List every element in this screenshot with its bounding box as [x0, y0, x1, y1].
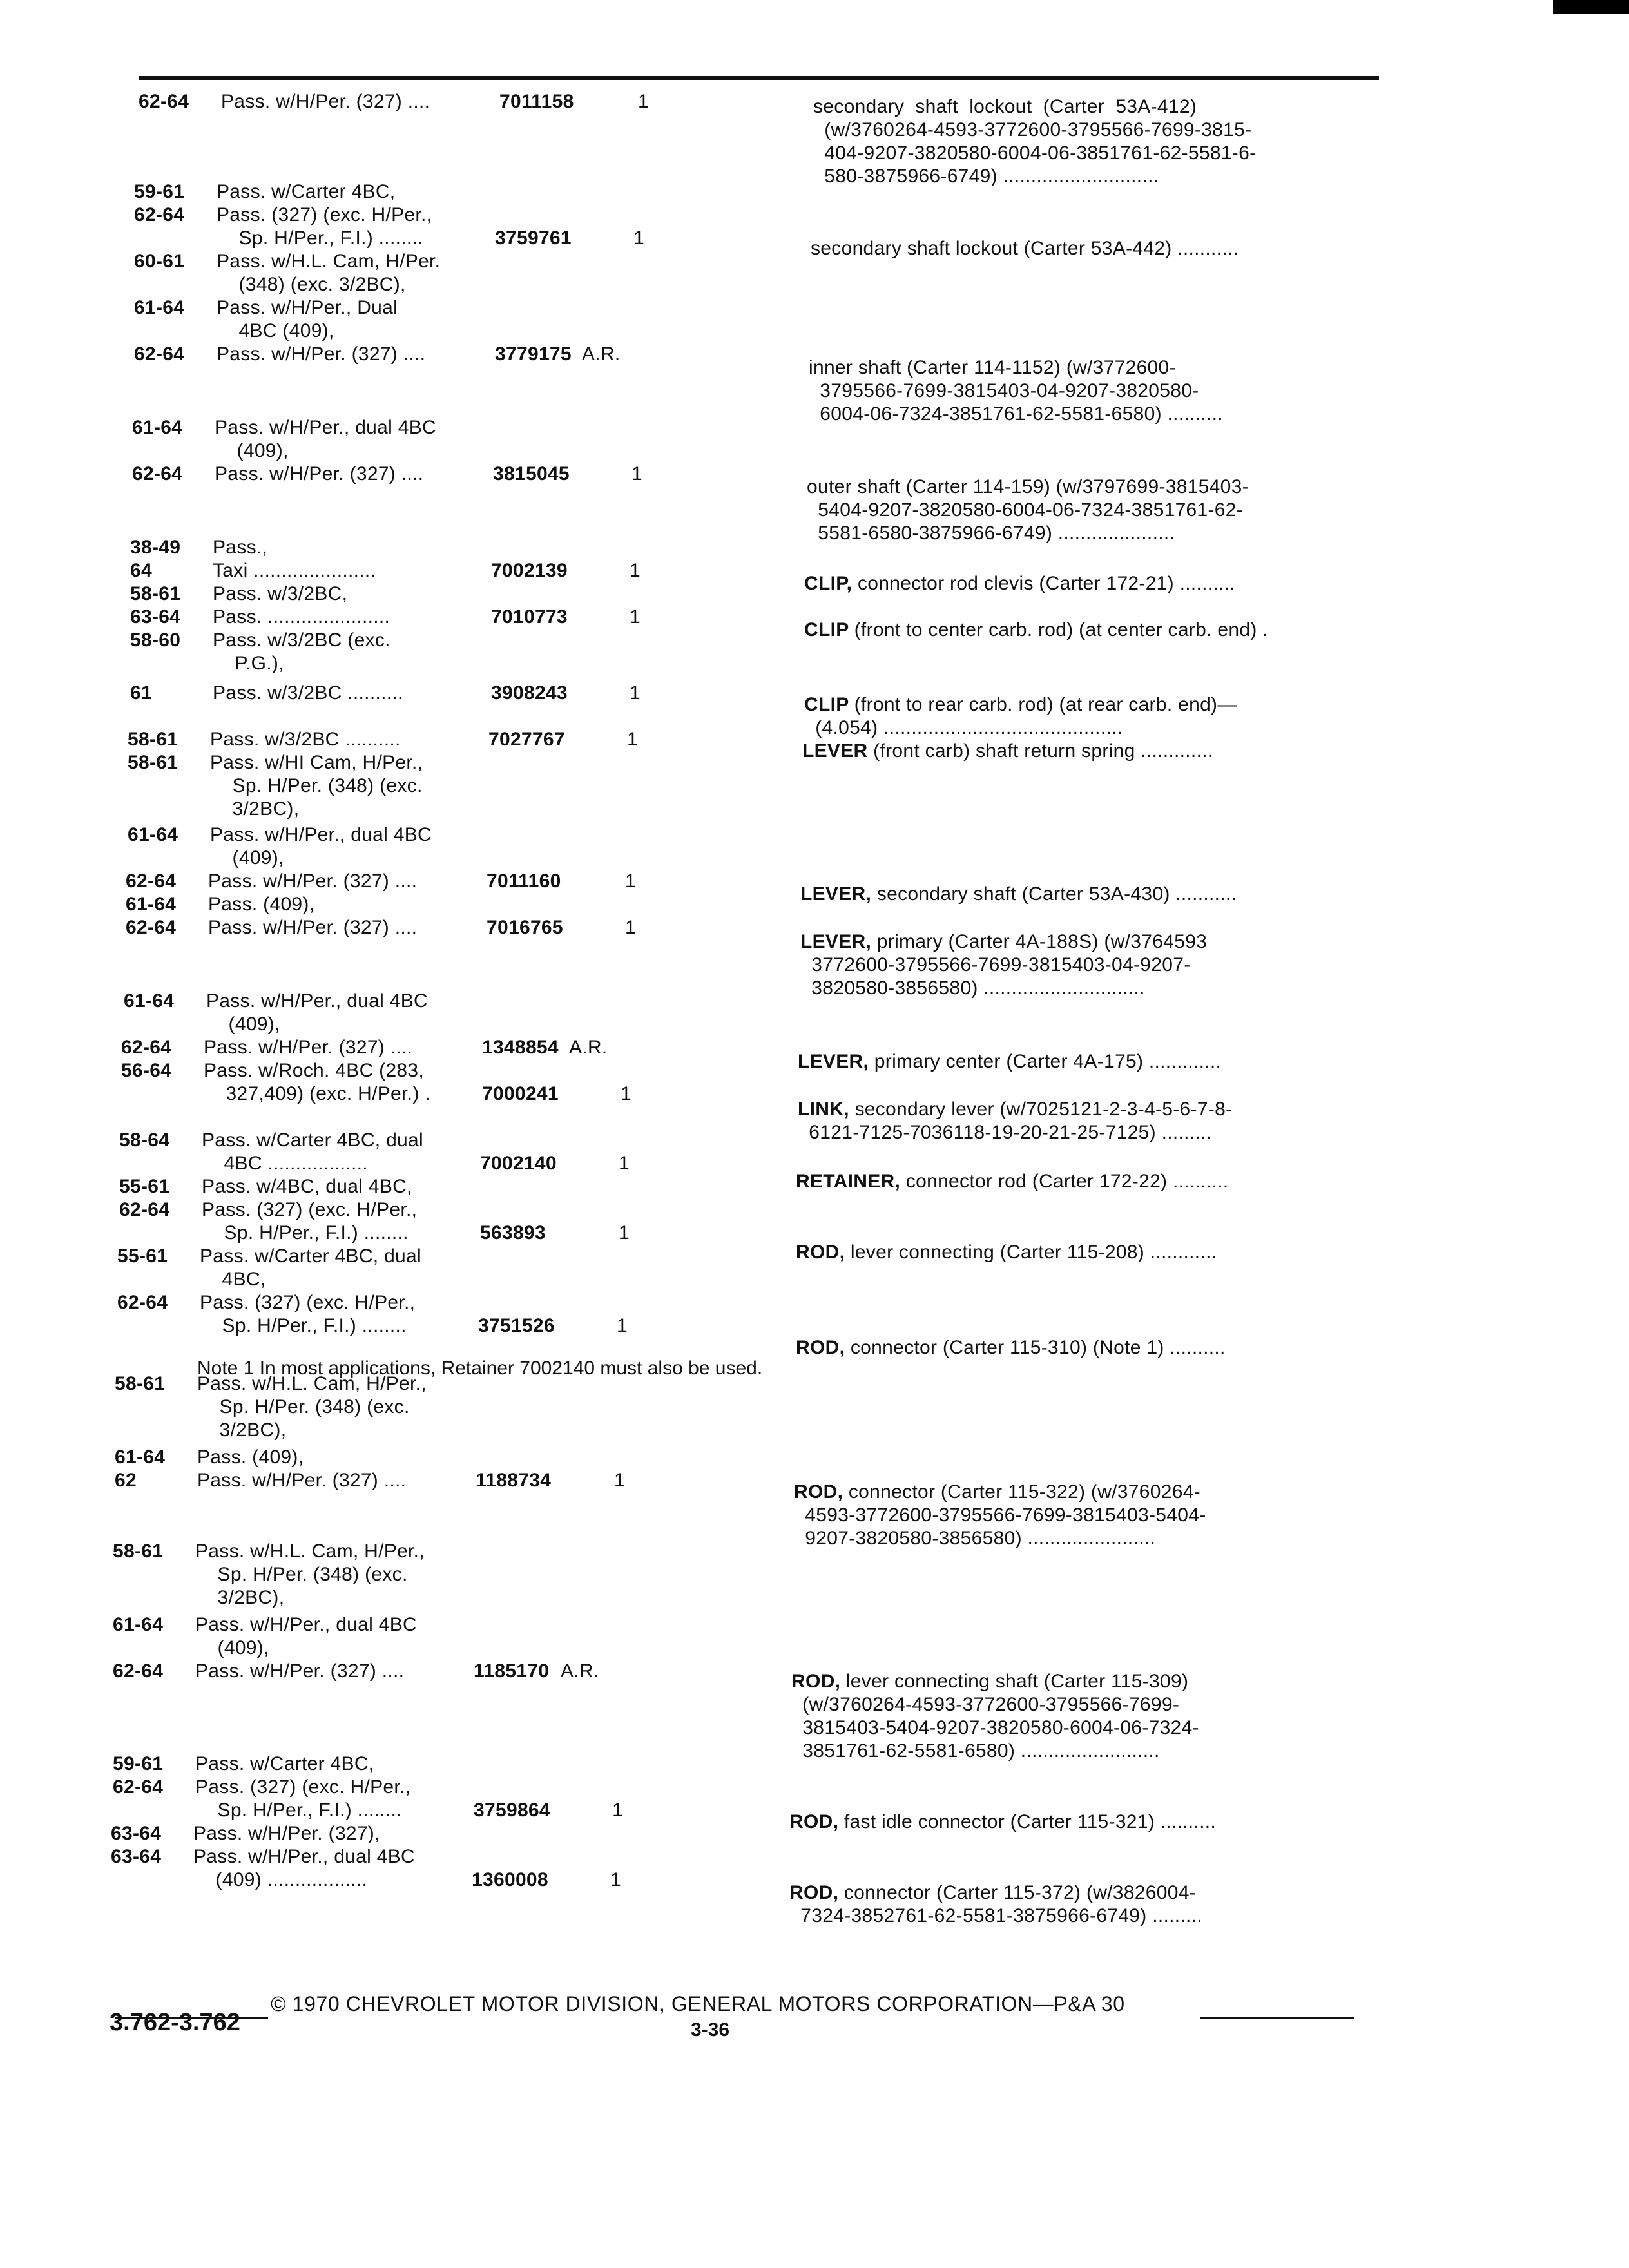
listing-row — [128, 823, 432, 847]
top-rule — [139, 76, 1379, 80]
part-description — [798, 1098, 1232, 1144]
listing-row — [134, 250, 440, 273]
listing-row — [130, 536, 267, 559]
application-text: 4BC .................. — [202, 1153, 368, 1174]
listing-row — [113, 1637, 269, 1660]
part-number: 7010773 — [491, 606, 568, 628]
part-description — [811, 237, 1239, 260]
application-text: Pass. w/H/Per. (327) .... — [208, 917, 418, 938]
description-line: 6004-06-7324-3851761-62-5581-6580) .......... — [809, 403, 1223, 425]
listing-row — [134, 227, 423, 250]
description-line: primary center (Carter 4A-175) ............. — [874, 1051, 1222, 1072]
part-description — [789, 1811, 1216, 1834]
quantity: 1 — [630, 560, 641, 581]
model-year: 62-64 — [113, 1660, 169, 1682]
listing-row — [124, 1013, 280, 1036]
listing-row — [115, 1396, 410, 1419]
part-description — [802, 740, 1213, 763]
part-number: 3908243 — [491, 682, 568, 704]
quantity: 1 — [610, 1869, 621, 1890]
application-text: Pass. w/H/Per. (327), — [193, 1823, 380, 1844]
quantity: 1 — [612, 1800, 623, 1821]
application-text: Pass. w/H/Per. (327) .... — [204, 1037, 413, 1058]
part-name: ROD, — [794, 1481, 849, 1503]
part-number: 7002140 — [480, 1153, 557, 1174]
model-year: 61-64 — [132, 417, 188, 438]
application-text: Pass. w/Carter 4BC, dual — [202, 1129, 423, 1151]
part-description — [794, 1481, 1206, 1550]
listing-row — [128, 798, 299, 821]
model-year: 62-64 — [134, 343, 190, 365]
description-line: 3772600-3795566-7699-3815403-04-9207- — [800, 954, 1191, 975]
description-line: 5404-9207-3820580-6004-06-7324-3851761-62- — [807, 499, 1244, 521]
scan-edge-mark — [1553, 0, 1629, 14]
part-description — [813, 95, 1256, 188]
part-name: LINK, — [798, 1099, 855, 1120]
part-description — [804, 572, 1235, 595]
description-line: lever connecting shaft (Carter 115-309) — [845, 1671, 1189, 1692]
listing-row — [113, 1563, 408, 1586]
part-number: 1188734 — [476, 1470, 552, 1491]
description-line: (front carb) shaft return spring ............. — [873, 740, 1213, 762]
description-line: secondary shaft lockout (Carter 53A-442) ........... — [811, 238, 1239, 259]
listing-row — [115, 1446, 304, 1469]
listing-row — [121, 1036, 412, 1059]
listing-row — [113, 1586, 284, 1610]
model-year: 61 — [130, 682, 175, 704]
application-text: Pass. w/H/Per., dual 4BC — [193, 1846, 416, 1867]
application-text: Sp. H/Per. (348) (exc. — [197, 1396, 410, 1418]
part-number: 3779175 — [495, 343, 572, 365]
part-number: 7016765 — [487, 917, 563, 938]
part-description — [809, 356, 1223, 426]
model-year: 59-61 — [134, 181, 190, 202]
description-line: 3795566-7699-3815403-04-9207-3820580- — [809, 380, 1199, 401]
listing-row — [121, 1082, 430, 1106]
application-text: (409), — [206, 1014, 280, 1035]
application-text: (409), — [195, 1637, 269, 1658]
listing-row — [124, 990, 428, 1013]
description-line: (front to rear carb. rod) (at rear carb. end)— — [854, 694, 1237, 715]
listing-row — [134, 296, 398, 320]
model-year: 61-64 — [115, 1446, 171, 1468]
description-line: primary (Carter 4A-188S) (w/3764593 — [876, 931, 1208, 952]
group-number: 3.762-3.762 — [110, 2009, 240, 2036]
listing-row — [119, 1222, 409, 1245]
model-year: 62-64 — [134, 204, 190, 226]
application-text: Pass. w/H/Per. (327) .... — [208, 870, 418, 892]
application-text: (409), — [215, 440, 289, 461]
model-year: 58-64 — [119, 1129, 175, 1151]
listing-row — [113, 1660, 404, 1683]
application-text: Pass. ...................... — [213, 606, 390, 628]
model-year: 61-64 — [113, 1614, 169, 1635]
application-text: Pass. (327) (exc. H/Per., — [200, 1292, 416, 1313]
application-text: Pass. w/H/Per., Dual — [217, 297, 398, 318]
footer-rule-right — [1200, 2017, 1354, 2019]
part-description — [807, 476, 1249, 545]
quantity: 1 — [630, 606, 641, 628]
description-line: secondary shaft (Carter 53A-430) ........... — [876, 883, 1237, 905]
application-text: Pass. w/H.L. Cam, H/Per. — [217, 251, 441, 272]
model-year: 58-61 — [128, 752, 184, 773]
application-text: Sp. H/Per. (348) (exc. — [195, 1564, 408, 1585]
part-name: ROD, — [796, 1337, 851, 1358]
model-year: 62 — [115, 1470, 159, 1491]
model-year: 61-64 — [128, 824, 184, 845]
description-line: (w/3760264-4593-3772600-3795566-7699- — [791, 1694, 1180, 1715]
model-year: 59-61 — [113, 1753, 169, 1774]
application-text: Pass. w/Carter 4BC, dual — [200, 1245, 421, 1267]
description-line: connector rod (Carter 172-22) .......... — [905, 1171, 1229, 1192]
model-year: 58-61 — [113, 1541, 169, 1562]
application-text: Pass. (409), — [208, 894, 315, 915]
part-number: 1185170 — [474, 1660, 550, 1682]
part-number: 7011160 — [487, 870, 561, 892]
listing-row — [111, 1845, 415, 1869]
listing-row — [128, 728, 401, 751]
part-number: 7011158 — [499, 91, 574, 112]
model-year: 38-49 — [130, 537, 186, 558]
application-text: Pass. w/Roch. 4BC (283, — [204, 1060, 425, 1081]
description-line: (front to center carb. rod) (at center carb. end) . — [854, 619, 1268, 640]
application-text: Pass. w/3/2BC .......... — [213, 682, 403, 704]
model-year: 58-60 — [130, 629, 186, 651]
application-text: Pass. w/3/2BC .......... — [210, 729, 401, 750]
listing-row — [130, 606, 390, 629]
part-number: 1360008 — [472, 1869, 548, 1890]
description-line: 4593-3772600-3795566-7699-3815403-5404- — [794, 1504, 1206, 1526]
application-text: Sp. H/Per., F.I.) ........ — [195, 1800, 402, 1821]
application-text: Pass. w/H/Per. (327) .... — [195, 1660, 405, 1682]
listing-row — [139, 90, 430, 113]
description-line: 3815403-5404-9207-3820580-6004-06-7324- — [791, 1717, 1199, 1738]
description-line: (4.054) ........................................... — [804, 717, 1123, 738]
description-line: fast idle connector (Carter 115-321) .......... — [843, 1811, 1216, 1832]
part-name: LEVER — [802, 740, 874, 762]
model-year: 62-64 — [132, 463, 188, 485]
model-year: 63-64 — [130, 606, 186, 628]
application-text: Pass. (327) (exc. H/Per., — [195, 1776, 411, 1798]
listing-row — [113, 1613, 417, 1637]
description-line: 3820580-3856580) ............................. — [800, 977, 1145, 999]
listing-row — [113, 1540, 425, 1563]
model-year: 61-64 — [126, 894, 182, 915]
part-number: 7000241 — [482, 1083, 559, 1104]
listing-row — [119, 1129, 423, 1152]
model-year: 62-64 — [113, 1776, 169, 1798]
part-number: 3759761 — [495, 227, 572, 249]
application-text: Pass., — [213, 537, 268, 558]
part-name: CLIP — [804, 619, 854, 640]
model-year: 55-61 — [119, 1176, 175, 1197]
description-line: connector (Carter 115-310) (Note 1) .......... — [850, 1337, 1226, 1358]
quantity: 1 — [630, 682, 641, 704]
listing-row — [128, 751, 423, 774]
quantity: 1 — [631, 463, 642, 485]
application-text: Pass. (327) (exc. H/Per., — [202, 1199, 418, 1220]
application-text: 3/2BC), — [197, 1419, 287, 1441]
application-text: (409), — [210, 847, 284, 869]
quantity: 1 — [617, 1315, 628, 1336]
listing-row — [130, 629, 390, 652]
description-line: 580-3875966-6749) ............................ — [813, 166, 1159, 187]
application-text: Pass. w/H/Per. (327) .... — [221, 91, 430, 112]
description-line: 5581-6580-3875966-6749) ..................... — [807, 523, 1175, 544]
quantity: 1 — [621, 1083, 631, 1104]
description-line: connector (Carter 115-372) (w/3826004- — [843, 1882, 1196, 1903]
description-line: secondary lever (w/7025121-2-3-4-5-6-7-8- — [854, 1099, 1233, 1120]
application-text: Pass. w/H/Per. (327) .... — [215, 463, 424, 485]
page-number: 3-36 — [691, 2019, 730, 2041]
listing-row — [132, 463, 423, 486]
application-text: Pass. w/4BC, dual 4BC, — [202, 1176, 412, 1197]
description-line: lever connecting (Carter 115-208) ............ — [850, 1242, 1217, 1263]
listing-row — [111, 1822, 380, 1845]
description-line: 3851761-62-5581-6580) ......................... — [791, 1740, 1160, 1762]
listing-row — [134, 273, 406, 296]
part-number: 7027767 — [488, 729, 565, 750]
application-text: 327,409) (exc. H/Per.) . — [204, 1083, 430, 1104]
model-year: 62-64 — [117, 1292, 173, 1313]
description-line: inner shaft (Carter 114-1152) (w/3772600- — [809, 357, 1176, 378]
description-line: connector rod clevis (Carter 172-21) .......... — [857, 573, 1235, 594]
quantity: 1 — [633, 227, 644, 249]
model-year: 61-64 — [124, 990, 180, 1012]
part-number: 3751526 — [478, 1315, 555, 1336]
model-year: 64 — [130, 560, 175, 581]
model-year: 56-64 — [121, 1060, 177, 1081]
quantity: 1 — [627, 729, 638, 750]
quantity: 1 — [614, 1470, 625, 1491]
model-year: 60-61 — [134, 251, 190, 272]
model-year: 62-64 — [126, 870, 182, 892]
note-1: Note 1 In most applications, Retainer 7002140 must also be used. — [197, 1358, 763, 1379]
application-text: 4BC (409), — [217, 320, 334, 341]
quantity: A.R. — [561, 1660, 599, 1682]
application-text: 3/2BC), — [195, 1587, 285, 1608]
listing-row — [119, 1198, 417, 1222]
quantity: A.R. — [569, 1037, 608, 1058]
quantity: 1 — [625, 917, 636, 938]
quantity: 1 — [619, 1153, 630, 1174]
application-text: Pass. w/3/2BC, — [213, 583, 348, 604]
application-text: Pass. w/H.L. Cam, H/Per., — [195, 1541, 425, 1562]
model-year: 62-64 — [139, 91, 195, 112]
model-year: 58-61 — [130, 583, 186, 604]
model-year: 62-64 — [119, 1199, 175, 1220]
part-name: LEVER, — [800, 931, 877, 952]
part-number: 3815045 — [493, 463, 570, 485]
listing-row — [111, 1869, 367, 1892]
application-text: Sp. H/Per., F.I.) ........ — [202, 1222, 409, 1244]
listing-row — [117, 1268, 265, 1291]
listing-row — [134, 180, 395, 204]
listing-row — [115, 1469, 406, 1492]
model-year: 63-64 — [111, 1846, 167, 1867]
application-text: Taxi ...................... — [213, 560, 376, 581]
listing-row — [130, 652, 284, 675]
listing-row — [130, 582, 347, 606]
listing-row — [117, 1291, 415, 1314]
application-text: (348) (exc. 3/2BC), — [217, 274, 406, 295]
application-text: 3/2BC), — [210, 798, 300, 820]
quantity: A.R. — [582, 343, 621, 365]
listing-row — [121, 1059, 424, 1082]
application-text: Pass. w/3/2BC (exc. — [213, 629, 390, 651]
part-name: ROD, — [789, 1811, 844, 1832]
part-name: CLIP — [804, 694, 854, 715]
listing-row — [132, 416, 436, 439]
application-text: (409) .................. — [193, 1869, 368, 1890]
application-text: Pass. w/H.L. Cam, H/Per., — [197, 1373, 427, 1394]
listing-row — [128, 847, 284, 870]
listing-row — [134, 204, 432, 227]
listing-row — [115, 1419, 286, 1442]
description-line: (w/3760264-4593-3772600-3795566-7699-3815- — [813, 119, 1252, 140]
part-name: ROD, — [789, 1882, 844, 1903]
application-text: Pass. (409), — [197, 1446, 304, 1468]
model-year: 62-64 — [121, 1037, 177, 1058]
part-name: LEVER, — [800, 883, 877, 905]
part-description — [798, 1050, 1221, 1073]
part-name: LEVER, — [798, 1051, 874, 1072]
application-text: Sp. H/Per., F.I.) ........ — [217, 227, 423, 249]
application-text: Pass. w/H/Per., dual 4BC — [215, 417, 437, 438]
application-text: Pass. w/H/Per. (327) .... — [197, 1470, 407, 1491]
quantity: 1 — [638, 91, 649, 112]
listing-row — [126, 916, 417, 939]
application-text: Pass. w/H/Per., dual 4BC — [195, 1614, 418, 1635]
part-description — [789, 1881, 1202, 1928]
part-description — [804, 693, 1237, 740]
listing-row — [126, 893, 314, 916]
part-name: RETAINER, — [796, 1171, 906, 1192]
listing-row — [119, 1152, 368, 1175]
application-text: Pass. w/Carter 4BC, — [195, 1753, 374, 1774]
application-text: Sp. H/Per., F.I.) ........ — [200, 1315, 407, 1336]
listing-row — [113, 1776, 410, 1799]
listing-row — [113, 1799, 402, 1822]
listing-row — [126, 870, 417, 893]
part-number: 3759864 — [474, 1800, 550, 1821]
part-name: ROD, — [796, 1242, 851, 1263]
application-text: Pass. (327) (exc. H/Per., — [217, 204, 432, 226]
part-number: 563893 — [480, 1222, 546, 1244]
part-description — [800, 930, 1207, 1000]
part-description — [791, 1670, 1199, 1763]
listing-row — [113, 1753, 374, 1776]
description-line: 7324-3852761-62-5581-3875966-6749) ......... — [789, 1905, 1202, 1927]
application-text: P.G.), — [213, 653, 284, 674]
model-year: 63-64 — [111, 1823, 167, 1844]
part-description — [796, 1170, 1228, 1193]
listing-row — [117, 1245, 421, 1268]
model-year: 62-64 — [126, 917, 182, 938]
part-name: CLIP, — [804, 573, 858, 594]
part-number: 1348854 — [482, 1037, 559, 1058]
description-line: 9207-3820580-3856580) ....................... — [794, 1528, 1156, 1549]
listing-row — [130, 682, 403, 705]
application-text: Sp. H/Per. (348) (exc. — [210, 775, 423, 796]
quantity: 1 — [619, 1222, 630, 1244]
part-description — [796, 1241, 1217, 1264]
model-year: 55-61 — [117, 1245, 173, 1267]
description-line: 404-9207-3820580-6004-06-3851761-62-5581-6- — [813, 142, 1257, 164]
part-description — [800, 883, 1237, 906]
model-year: 61-64 — [134, 297, 190, 318]
listing-row — [134, 343, 425, 366]
listing-row — [134, 320, 334, 343]
listing-row — [132, 439, 289, 463]
listing-row — [117, 1314, 407, 1338]
part-number: 7002139 — [491, 560, 568, 581]
application-text: Pass. w/Carter 4BC, — [217, 181, 396, 202]
description-line: outer shaft (Carter 114-159) (w/3797699-3815403- — [807, 476, 1249, 497]
application-text: Pass. w/H/Per., dual 4BC — [210, 824, 432, 845]
model-year: 58-61 — [128, 729, 184, 750]
part-description — [796, 1336, 1226, 1360]
listing-row — [130, 559, 376, 582]
application-text: Pass. w/HI Cam, H/Per., — [210, 752, 423, 773]
model-year: 58-61 — [115, 1373, 171, 1394]
part-description — [804, 619, 1268, 642]
listing-row — [119, 1175, 412, 1198]
listing-row — [128, 774, 423, 798]
application-text: Pass. w/H/Per., dual 4BC — [206, 990, 429, 1012]
description-line: secondary shaft lockout (Carter 53A-412) — [813, 96, 1197, 117]
description-line: 6121-7125-7036118-19-20-21-25-7125) ......... — [798, 1122, 1212, 1143]
part-name: ROD, — [791, 1671, 846, 1692]
description-line: connector (Carter 115-322) (w/3760264- — [848, 1481, 1200, 1503]
copyright-line: © 1970 CHEVROLET MOTOR DIVISION, GENERAL MOTORS CORPORATION—P&A 30 — [271, 1992, 1125, 2015]
quantity: 1 — [625, 870, 636, 892]
application-text: Pass. w/H/Per. (327) .... — [217, 343, 426, 365]
application-text: 4BC, — [200, 1269, 266, 1290]
